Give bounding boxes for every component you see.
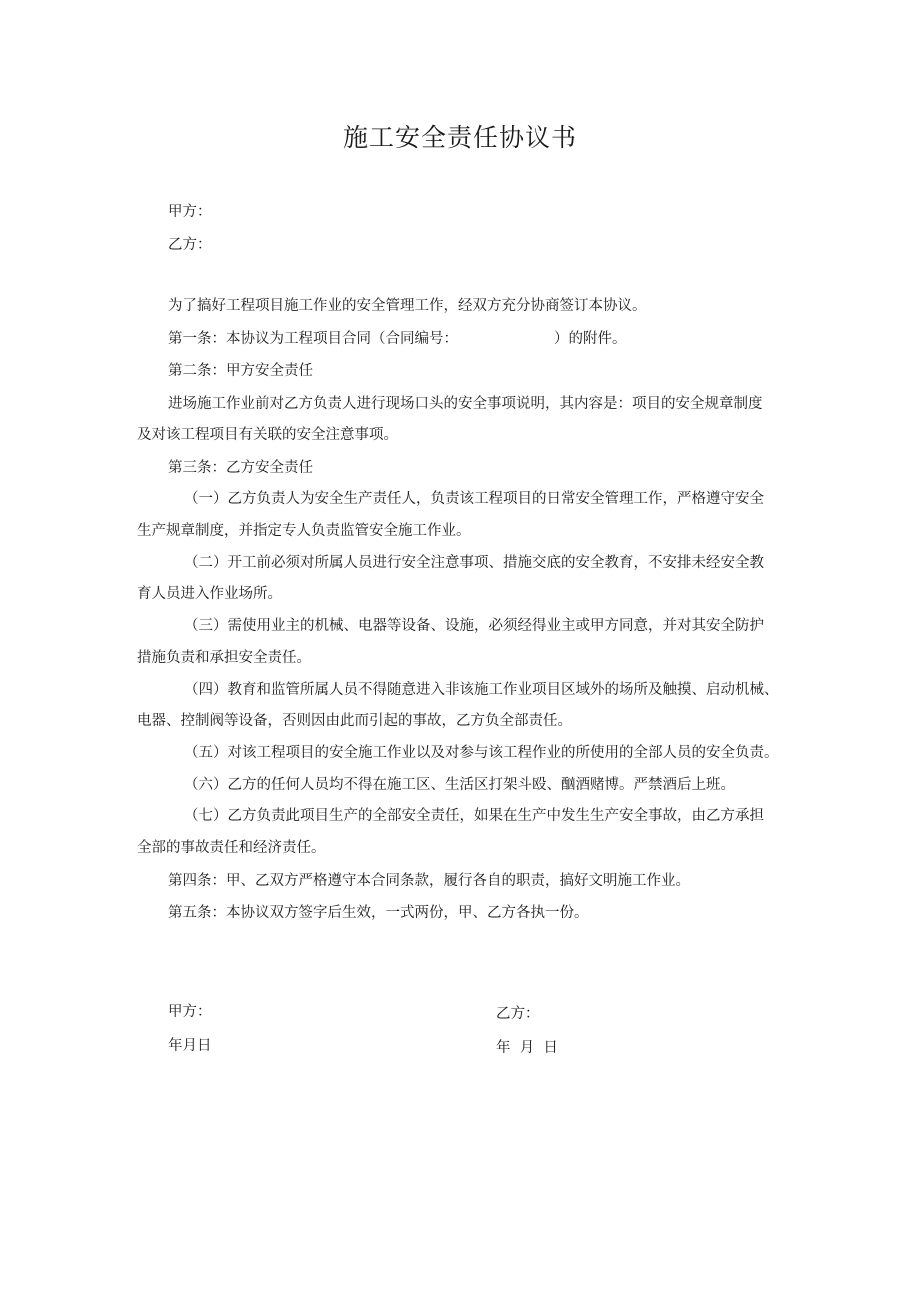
item-6: （六）乙方的任何人员均不得在施工区、生活区打架斗殴、酗酒赌博。严禁酒后上班。 xyxy=(184,777,735,793)
item-4-line-1: （四）教育和监管所属人员不得随意进入非该施工作业项目区域外的场所及触摸、启动机械、 xyxy=(184,682,779,698)
item-1-line-1: （一）乙方负责人为安全生产责任人，负责该工程项目的日常安全管理工作，严格遵守安全 xyxy=(184,491,764,507)
article-2-body-line-1: 进场施工作业前对乙方负责人进行现场口头的安全事项说明，其内容是：项目的安全规章制度 xyxy=(168,396,763,412)
item-5: （五）对该工程项目的安全施工作业以及对参与该工程作业的所使用的全部人员的安全负责。 xyxy=(184,745,779,761)
article-2-title: 第二条：甲方安全责任 xyxy=(168,363,313,379)
signature-date-b: 年 月 日 xyxy=(496,1040,558,1056)
article-1-suffix: ）的附件。 xyxy=(554,331,627,347)
item-2-line-2: 育人员进入作业场所。 xyxy=(137,586,282,602)
item-2-line-1: （二）开工前必须对所属人员进行安全注意事项、措施交底的安全教育，不安排未经安全教 xyxy=(184,555,764,571)
signature-party-b-label: 乙方： xyxy=(496,1006,540,1022)
document-title: 施工安全责任协议书 xyxy=(342,123,577,152)
party-a-label: 甲方： xyxy=(168,204,212,220)
signature-party-a-label: 甲方： xyxy=(168,1004,212,1020)
item-4-line-2: 电器、控制阀等设备，否则因由此而引起的事故，乙方负全部责任。 xyxy=(137,713,572,729)
item-1-line-2: 生产规章制度，并指定专人负责监管安全施工作业。 xyxy=(137,523,471,539)
item-7-line-2: 全部的事故责任和经济责任。 xyxy=(137,840,326,856)
item-3-line-1: （三）需使用业主的机械、电器等设备、设施，必须经得业主或甲方同意，并对其安全防护 xyxy=(184,618,764,634)
article-1 xyxy=(168,329,627,349)
article-5: 第五条：本协议双方签字后生效，一式两份，甲、乙方各执一份。 xyxy=(168,905,589,921)
party-b-label: 乙方： xyxy=(168,237,212,253)
article-1-prefix: 第一条：本协议为工程项目合同（合同编号： xyxy=(168,331,458,347)
item-3-line-2: 措施负责和承担安全责任。 xyxy=(137,650,311,666)
signature-date-a: 年月日 xyxy=(168,1038,212,1054)
intro-paragraph: 为了搞好工程项目施工作业的安全管理工作，经双方充分协商签订本协议。 xyxy=(168,298,647,314)
item-7-line-1: （七）乙方负责此项目生产的全部安全责任，如果在生产中发生生产安全事故，由乙方承担 xyxy=(184,808,764,824)
article-3-title: 第三条：乙方安全责任 xyxy=(168,460,313,476)
article-4: 第四条：甲、乙双方严格遵守本合同条款，履行各自的职责，搞好文明施工作业。 xyxy=(168,873,690,889)
article-2-body-line-2: 及对该工程项目有关联的安全注意事项。 xyxy=(137,427,398,443)
